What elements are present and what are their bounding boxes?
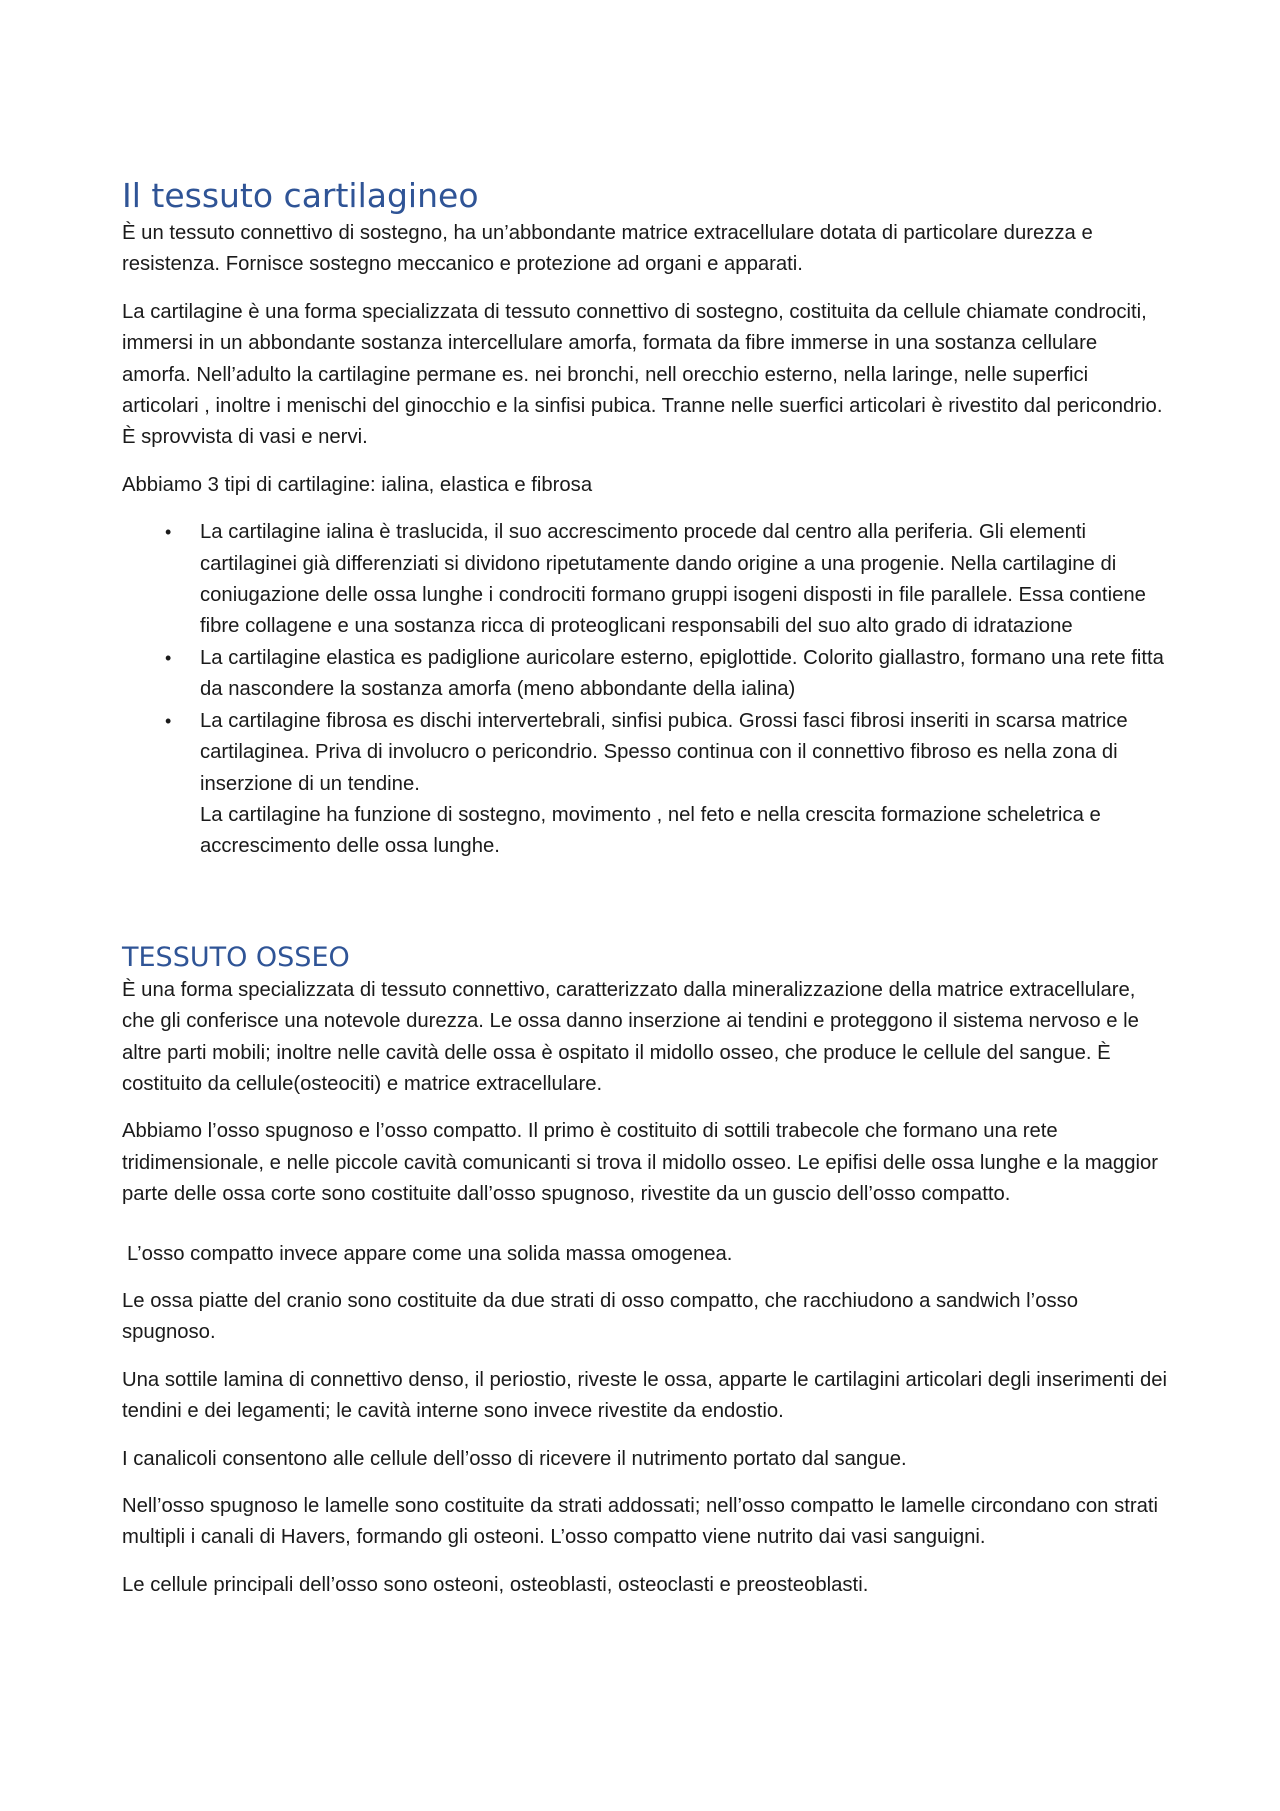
paragraph: Abbiamo 3 tipi di cartilagine: ialina, elastica e fibrosa <box>122 473 593 496</box>
paragraph: Nell’osso spugnoso le lamelle sono costituite da strati addossati; nell’osso compatto le lamelle circondano con strati multipli i canali di Havers, formando gli osteoni. L’osso compatto viene nutrito dai vasi sanguigni. <box>122 1495 1159 1549</box>
paragraph: L’osso compatto invece appare come una solida massa omogenea. <box>127 1242 733 1265</box>
document-page <box>122 176 1170 1617</box>
list-item <box>165 517 1170 643</box>
paragraph: È un tessuto connettivo di sostegno, ha un’abbondante matrice extracellulare dotata di particolare durezza e resistenza. Fornisce sostegno meccanico e protezione ad organi e apparati. <box>122 222 1093 276</box>
section-title-cartilage: Il tessuto cartilagineo <box>122 176 479 215</box>
section-title-bone: TESSUTO OSSEO <box>122 941 350 973</box>
paragraph: I canalicoli consentono alle cellule dell’osso di ricevere il nutrimento portato dal sangue. <box>122 1447 907 1470</box>
bullet-icon: • <box>165 647 172 668</box>
list-item-text: La cartilagine elastica es padiglione auricolare esterno, epiglottide. Colorito giallastro, formano una rete fitta da nascondere la sostanza amorfa (meno abbondante della ialina) <box>200 646 1164 701</box>
section-spacer <box>122 863 1170 941</box>
bullet-icon: • <box>165 710 172 731</box>
paragraph: È una forma specializzata di tessuto connettivo, caratterizzato dalla mineralizzazione della matrice extracellulare, che gli conferisce una notevole durezza. Le ossa danno inserzione ai tendini e proteggono il sistema nervoso e le altre parti mobili; inoltre nelle cavità delle ossa è ospitato il midollo osseo, che produce le cellule del sangue. È costituito da cellule(osteociti) e matrice extracellulare. <box>122 978 1139 1095</box>
paragraph: Abbiamo l’osso spugnoso e l’osso compatto. Il primo è costituito di sottili trabecole che formano una rete tridimensionale, e nelle piccole cavità comunicanti si trova il midollo osseo. Le epifisi delle ossa lunghe e la maggior parte delle ossa corte sono costituite dall’osso spugnoso, rivestite da un guscio dell’osso compatto. <box>122 1120 1159 1206</box>
list-item-text: La cartilagine ialina è traslucida, il suo accrescimento procede dal centro alla periferia. Gli elementi cartilaginei già differenziati si dividono ripetutamente dando origine a una progenie. Nella cartilagine di coniugazione delle ossa lunghe i condrociti formano gruppi isogeni disposti in file parallele. Essa contiene fibre collagene e una sostanza ricca di proteoglicani responsabili del suo alto grado di idratazione <box>200 521 1146 638</box>
paragraph: Le ossa piatte del cranio sono costituite da due strati di osso compatto, che racchiudono a sandwich l’osso spugnoso. <box>122 1289 1079 1344</box>
paragraph: Una sottile lamina di connettivo denso, il periostio, riveste le ossa, apparte le cartilagini articolari degli inserimenti dei tendini e dei legamenti; le cavità interne sono invece rivestite da endostio. <box>122 1368 1168 1423</box>
cartilage-types-list <box>122 517 1170 862</box>
list-item-continuation: La cartilagine ha funzione di sostegno, movimento , nel feto e nella crescita formazione scheletrica e accrescimento delle ossa lunghe. <box>200 803 1101 858</box>
list-item <box>165 706 1170 863</box>
list-item <box>165 643 1170 706</box>
paragraph: Le cellule principali dell’osso sono osteoni, osteoblasti, osteoclasti e preosteoblasti. <box>122 1573 869 1596</box>
bullet-icon: • <box>165 522 172 543</box>
list-item-text: La cartilagine fibrosa es dischi intervertebrali, sinfisi pubica. Grossi fasci fibrosi inseriti in scarsa matrice cartilaginea. Priva di involucro o pericondrio. Spesso continua con il connettivo fibroso es nella zona di inserzione di un tendine. <box>200 709 1128 795</box>
paragraph: La cartilagine è una forma specializzata di tessuto connettivo di sostegno, costituita da cellule chiamate condrociti, immersi in un abbondante sostanza intercellulare amorfa, formata da fibre immerse in una sostanza cellulare amorfa. Nell’adulto la cartilagine permane es. nei bronchi, nell orecchio esterno, nella laringe, nelle superfici articolari , inoltre i menischi del ginocchio e la sinfisi pubica. Tranne nelle suerfici articolari è rivestito dal pericondrio. È sprovvista di vasi e nervi. <box>122 300 1163 449</box>
